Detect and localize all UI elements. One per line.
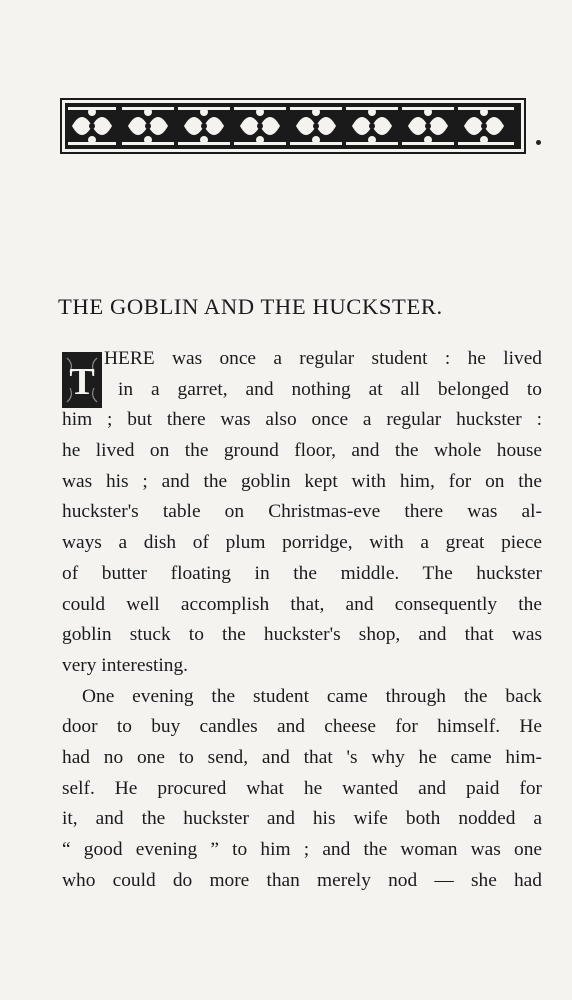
text-line: who could do more than merely nod — she had <box>62 869 542 891</box>
text-line: of butter floating in the middle. The huckster <box>62 562 542 584</box>
text-line: One evening the student came through the back <box>82 685 542 707</box>
text-line: huckster's table on Christmas-eve there was al- <box>62 501 542 523</box>
text-line: him ; but there was also once a regular huckster : <box>62 409 542 431</box>
text-line: could well accomplish that, and consequently the <box>62 593 542 615</box>
ornament-pattern-icon <box>60 98 526 154</box>
text-line: had no one to send, and that 's why he came him- <box>62 746 542 768</box>
text-line: HERE was once a regular student : he lived <box>104 348 542 369</box>
text-line: ways a dish of plum porridge, with a great piece <box>62 532 542 554</box>
drop-cap-letter: T <box>69 361 95 403</box>
text-line: in a garret, and nothing at all belonged to <box>118 378 542 400</box>
text-line: very interesting. <box>62 654 189 676</box>
text-line: “ good evening ” to him ; and the woman was one <box>62 839 542 860</box>
chapter-title: THE GOBLIN AND THE HUCKSTER. <box>58 294 443 319</box>
text-line: it, and the huckster and his wife both nodded a <box>62 808 542 830</box>
decorative-header-band <box>60 98 526 154</box>
text-line: goblin stuck to the huckster's shop, and that was <box>62 624 542 646</box>
ink-speck <box>536 140 541 145</box>
text-line: was his ; and the goblin kept with him, for on the <box>62 470 542 492</box>
text-line: self. He procured what he wanted and paid for <box>62 777 542 799</box>
body-text <box>62 344 542 896</box>
text-line: door to buy candles and cheese for himself. He <box>62 716 542 738</box>
text-line: he lived on the ground floor, and the whole house <box>62 440 542 462</box>
